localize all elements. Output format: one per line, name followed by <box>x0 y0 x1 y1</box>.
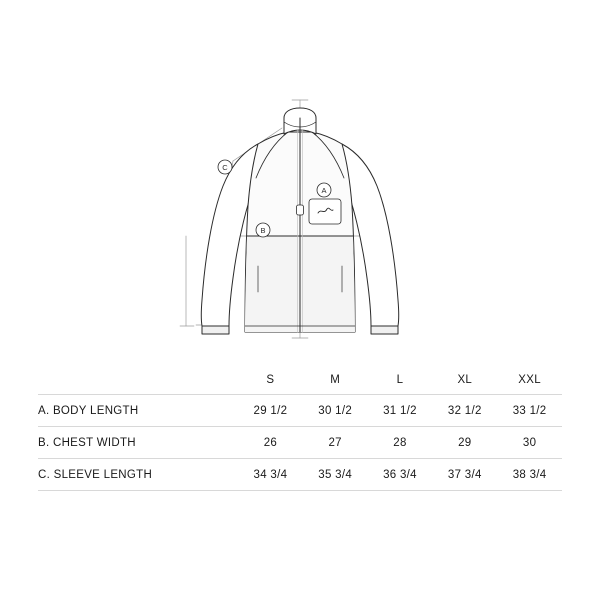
callout-a-label: A <box>321 186 327 195</box>
body-length-xxl: 33 1/2 <box>512 404 547 417</box>
table-row <box>38 427 562 459</box>
chest-width-m: 27 <box>328 436 342 449</box>
body-length-xl: 32 1/2 <box>447 404 482 417</box>
body-length-s: 29 1/2 <box>253 404 288 417</box>
body-length-m: 30 1/2 <box>318 404 353 417</box>
chest-width-s: 26 <box>263 436 278 449</box>
size-header-m: M <box>330 374 341 386</box>
row-label-body-length: A. BODY LENGTH <box>38 404 139 417</box>
table-row <box>38 459 562 491</box>
sleeve-length-l: 36 3/4 <box>383 468 417 481</box>
chest-width-xl: 29 <box>458 436 472 449</box>
size-header-xxl: XXL <box>518 374 541 386</box>
row-label-sleeve-length: C. SLEEVE LENGTH <box>38 468 153 481</box>
size-header-l: L <box>396 374 404 386</box>
sleeve-length-m: 35 3/4 <box>318 468 353 481</box>
size-header-s: S <box>266 374 275 386</box>
chest-width-xxl: 30 <box>522 436 537 449</box>
body-length-l: 31 1/2 <box>383 404 417 417</box>
chest-width-l: 28 <box>393 436 407 449</box>
size-table-container <box>38 366 562 491</box>
size-header-xl: XL <box>457 374 473 386</box>
callout-c-label: C <box>222 163 228 172</box>
row-label-chest-width: B. CHEST WIDTH <box>38 436 136 449</box>
table-corner-header <box>38 366 238 395</box>
size-table <box>38 366 562 491</box>
sleeve-length-s: 34 3/4 <box>253 468 288 481</box>
sleeve-length-xl: 37 3/4 <box>447 468 482 481</box>
callout-b-label: B <box>260 226 266 235</box>
table-header-row <box>38 366 562 395</box>
sleeve-length-xxl: 38 3/4 <box>512 468 547 481</box>
table-row <box>38 395 562 427</box>
